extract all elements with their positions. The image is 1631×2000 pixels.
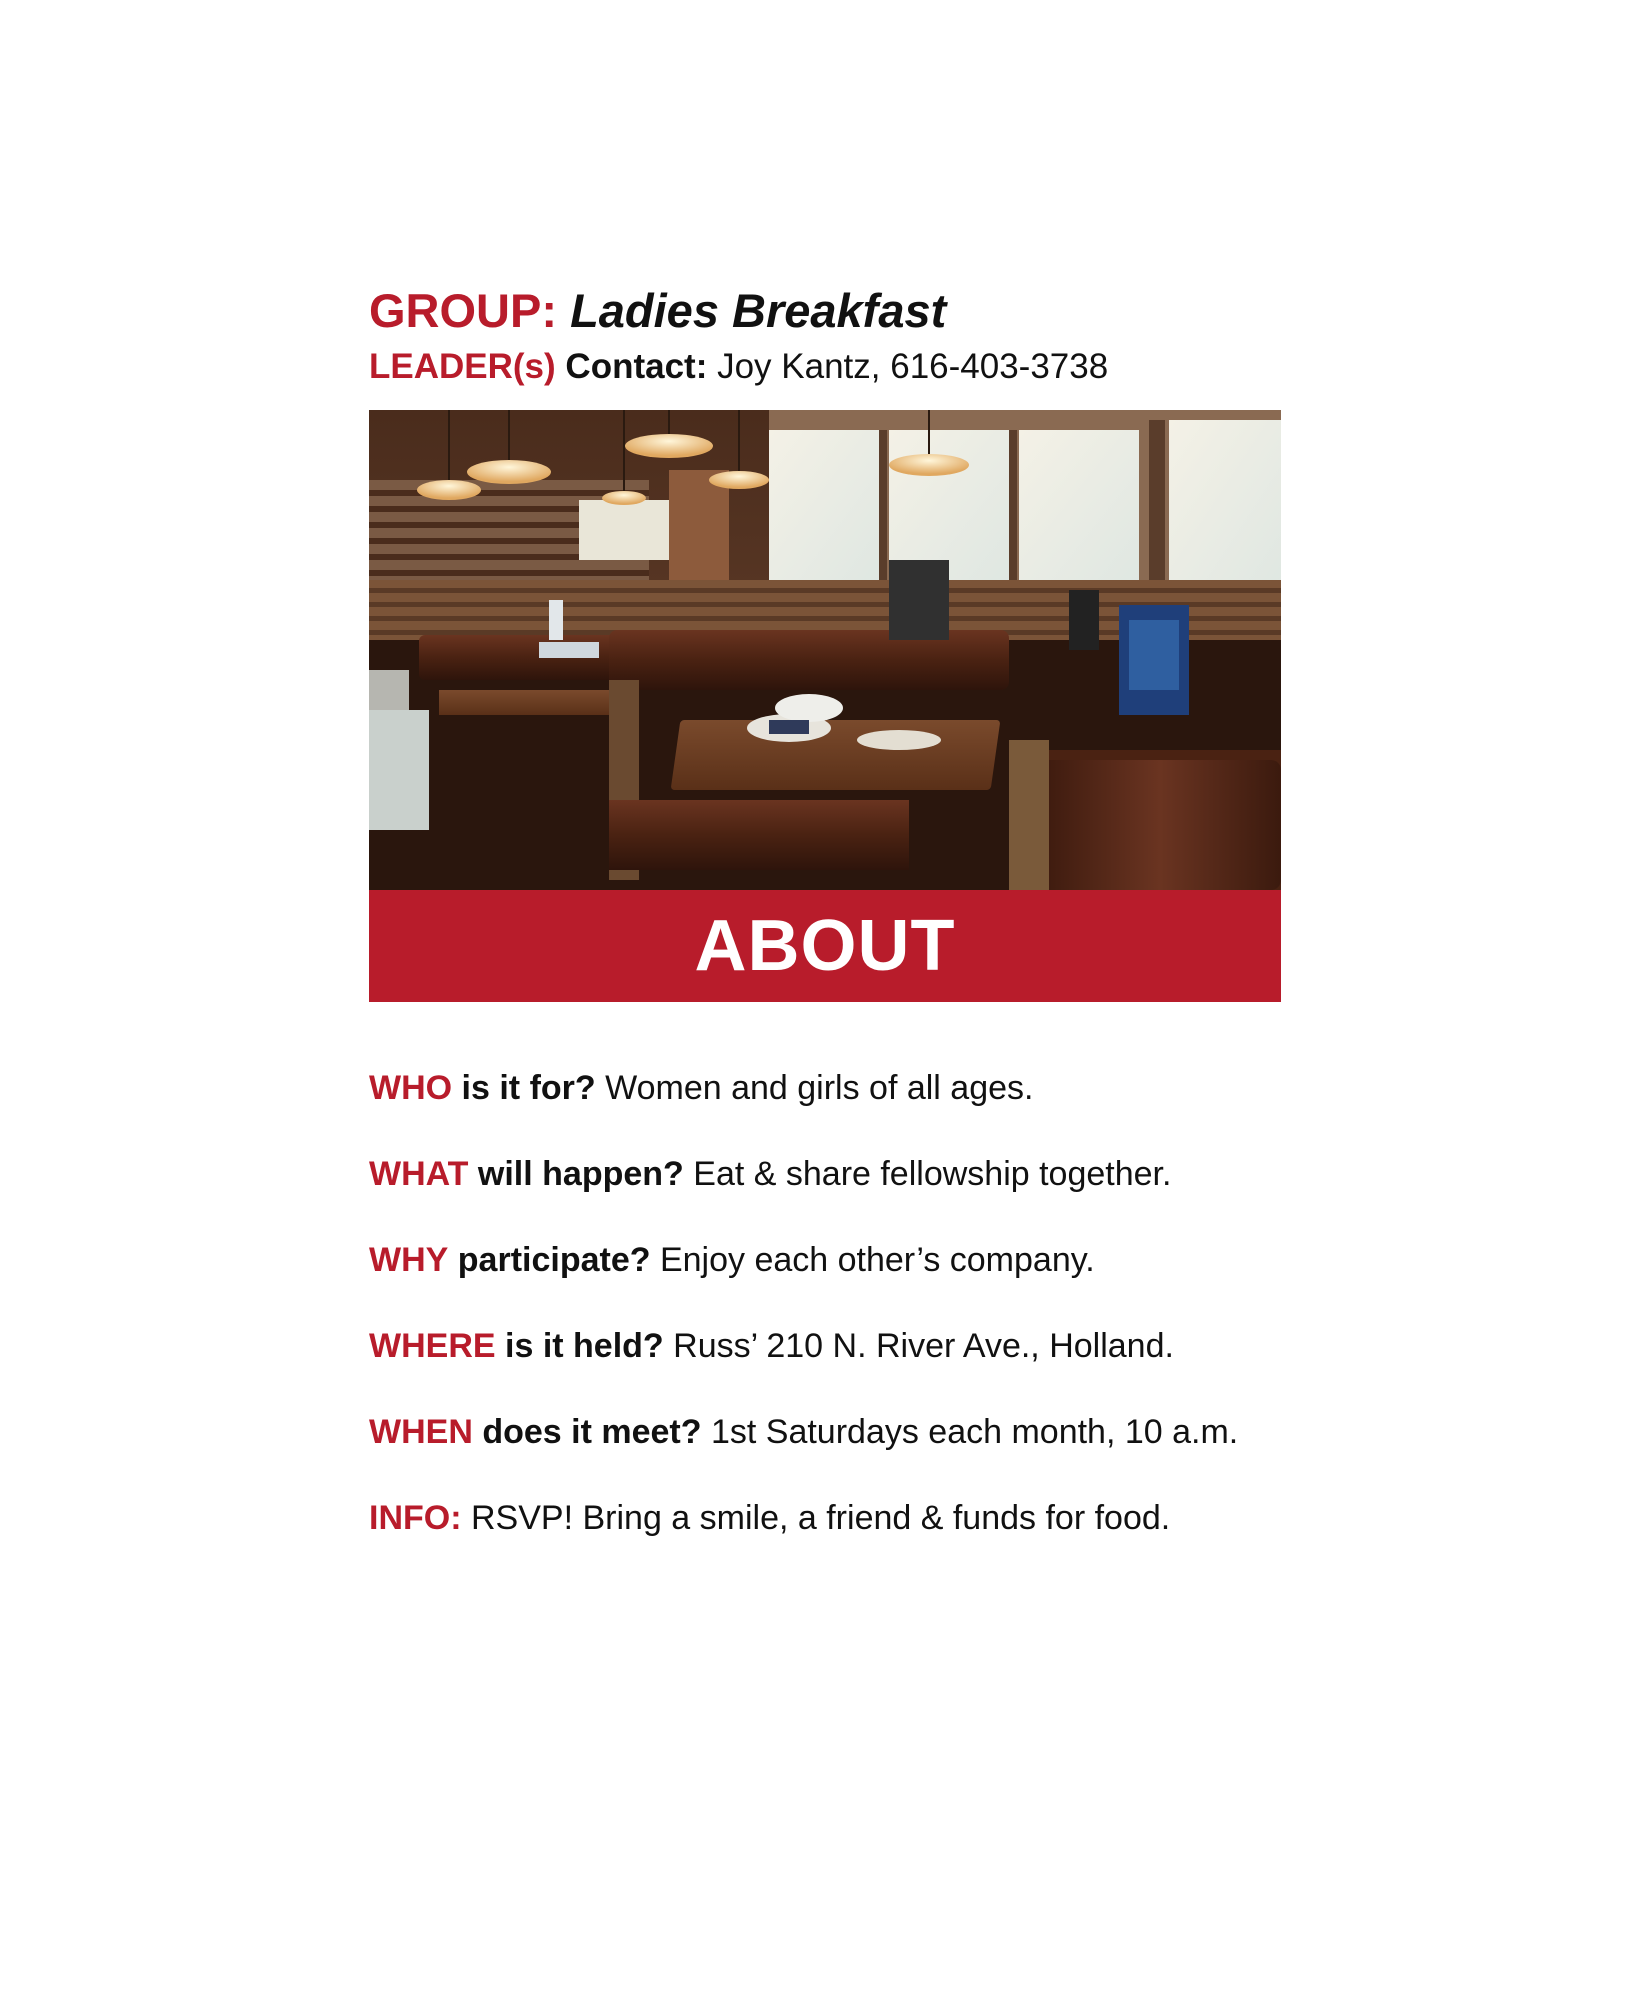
faq-info: [369, 1496, 1281, 1582]
faq-key: WHEN: [369, 1413, 473, 1451]
faq-answer: Enjoy each other’s company.: [659, 1241, 1095, 1279]
faq-when: [369, 1410, 1281, 1496]
group-flyer: [369, 282, 1281, 1582]
faq-question: is it held?: [505, 1327, 664, 1365]
faq-key: WHAT: [369, 1155, 469, 1193]
faq-list: [369, 1066, 1281, 1582]
faq-question: does it meet?: [482, 1413, 702, 1451]
faq-where: [369, 1324, 1281, 1410]
faq-answer: Russ’ 210 N. River Ave., Holland.: [673, 1327, 1174, 1365]
faq-answer: RSVP! Bring a smile, a friend & funds for food.: [471, 1499, 1171, 1537]
faq-question: participate?: [457, 1241, 651, 1279]
faq-answer: Women and girls of all ages.: [605, 1069, 1034, 1107]
faq-question: will happen?: [477, 1155, 684, 1193]
group-name: Ladies Breakfast: [570, 284, 947, 337]
group-label: GROUP:: [369, 284, 557, 337]
contact-value: Joy Kantz, 616-403-3738: [717, 347, 1109, 386]
about-banner: ABOUT: [369, 890, 1281, 1002]
group-title: [369, 282, 1281, 340]
faq-key: WHO: [369, 1069, 453, 1107]
faq-key: WHERE: [369, 1327, 496, 1365]
faq-who: [369, 1066, 1281, 1152]
restaurant-booths-photo: [369, 410, 1281, 890]
leader-label: LEADER(s): [369, 347, 556, 386]
faq-what: [369, 1152, 1281, 1238]
contact-label: Contact:: [565, 347, 708, 386]
faq-answer: 1st Saturdays each month, 10 a.m.: [710, 1413, 1239, 1451]
faq-why: [369, 1238, 1281, 1324]
faq-key: INFO:: [369, 1499, 462, 1537]
leader-contact-line: [369, 344, 1281, 390]
faq-key: WHY: [369, 1241, 449, 1279]
faq-answer: Eat & share fellowship together.: [693, 1155, 1172, 1193]
restaurant-photo-illustration: [369, 410, 1281, 890]
faq-question: is it for?: [461, 1069, 596, 1107]
